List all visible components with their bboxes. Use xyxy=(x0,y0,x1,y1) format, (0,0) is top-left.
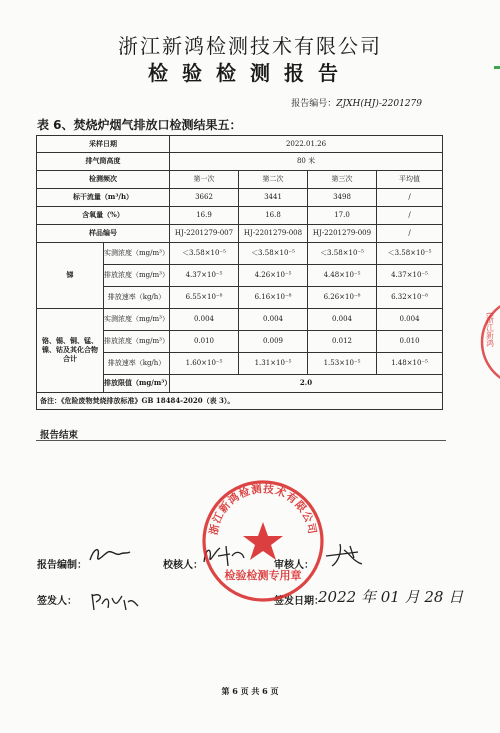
checked-by-label: 校核人： xyxy=(163,560,203,571)
stack-height-value: 80 米 xyxy=(170,153,443,171)
frequency-label: 检测频次 xyxy=(37,171,170,189)
table-note: 备注：《危险废物焚烧排放标准》GB 18484-2020（表 3）。 xyxy=(37,393,443,410)
table-cell: HJ-2201279-007 xyxy=(170,225,239,243)
run-header: 第三次 xyxy=(308,171,377,189)
run-header: 第二次 xyxy=(239,171,308,189)
table-cell: 6.55×10⁻⁸ xyxy=(170,287,239,309)
row-oxygen xyxy=(37,207,443,225)
table-cell: 3441 xyxy=(239,189,308,207)
table-cell: 1.48×10⁻⁵ xyxy=(377,353,443,375)
table-cell: 4.26×10⁻⁵ xyxy=(239,265,308,287)
row-std-flow xyxy=(37,189,443,207)
param-label: 排放速率（kg/h） xyxy=(104,287,170,309)
table-cell: 6.26×10⁻⁸ xyxy=(308,287,377,309)
table-cell: 0.010 xyxy=(377,331,443,353)
report-number xyxy=(291,96,422,109)
table-cell: 1.53×10⁻⁵ xyxy=(308,353,377,375)
side-stamp xyxy=(478,292,500,392)
stamp-label: 检验检测专用章 xyxy=(224,569,302,582)
param-label: 实测浓度（mg/m³） xyxy=(104,243,170,265)
row-frequency xyxy=(37,171,443,189)
run-header: 平均值 xyxy=(377,171,443,189)
table-cell: 0.004 xyxy=(170,309,239,331)
edge-mark xyxy=(494,66,500,69)
row-note xyxy=(37,393,443,410)
table-cell: 0.012 xyxy=(308,331,377,353)
metals-group-name xyxy=(37,309,104,393)
row-sampling-date xyxy=(37,136,443,153)
table-cell: 17.0 xyxy=(308,207,377,225)
compiled-by-label: 报告编制： xyxy=(37,560,87,571)
stamp-star-icon xyxy=(243,522,283,560)
reviewer-label: 审核人： xyxy=(274,560,314,571)
std-flow-label: 标干流量（m³/h） xyxy=(37,189,170,207)
table-cell: / xyxy=(377,207,443,225)
company-name: 浙江新鸿检测技术有限公司 xyxy=(118,34,382,58)
table-cell: HJ-2201279-009 xyxy=(308,225,377,243)
table-cell: / xyxy=(377,225,443,243)
sampling-date-label: 采样日期 xyxy=(37,136,170,153)
issue-date-handwritten: 2022 年 01 月 28 日 xyxy=(318,588,464,606)
run-header: 第一次 xyxy=(170,171,239,189)
row-sample-no xyxy=(37,225,443,243)
table-title: 表 6、焚烧炉烟气排放口检测结果五： xyxy=(37,118,242,132)
results-table xyxy=(36,135,443,410)
table-cell: ＜3.58×10⁻⁵ xyxy=(377,243,443,265)
metals-name-line: 合计 xyxy=(63,353,77,363)
table-cell: 16.9 xyxy=(170,207,239,225)
table-cell: 0.004 xyxy=(308,309,377,331)
table-cell: 4.48×10⁻⁵ xyxy=(308,265,377,287)
oxygen-label: 含氧量（%） xyxy=(37,207,170,225)
compiled-signature xyxy=(86,542,132,566)
table-cell: 0.004 xyxy=(377,309,443,331)
param-label: 实测浓度（mg/m³） xyxy=(104,309,170,331)
table-cell: 16.8 xyxy=(239,207,308,225)
param-label: 排放浓度（mg/m³） xyxy=(104,265,170,287)
table-cell: ＜3.58×10⁻⁵ xyxy=(239,243,308,265)
metals-name-line: 镍、钴及其化合物 xyxy=(42,345,98,355)
table-cell: 6.32×10⁻⁸ xyxy=(377,287,443,309)
signer-label: 签发人： xyxy=(37,596,77,607)
table-cell: / xyxy=(377,189,443,207)
table-cell: 0.009 xyxy=(239,331,308,353)
reviewer-signature xyxy=(322,540,366,568)
table-cell: 3662 xyxy=(170,189,239,207)
table-cell: 6.16×10⁻⁸ xyxy=(239,287,308,309)
sampling-date-value: 2022.01.26 xyxy=(170,136,443,153)
report-number-label: 报告编号： xyxy=(291,99,337,109)
table-cell: 4.37×10⁻⁵ xyxy=(377,265,443,287)
table-cell: 0.004 xyxy=(239,309,308,331)
table-cell: ＜3.58×10⁻⁵ xyxy=(308,243,377,265)
report-title: 检验检测报告 xyxy=(148,61,352,85)
limit-label: 排放限值（mg/m³） xyxy=(104,375,170,393)
issue-date-label: 签发日期： xyxy=(274,596,324,607)
page-footer: 第 6 页 共 6 页 xyxy=(221,686,279,696)
table-cell: 4.37×10⁻⁵ xyxy=(170,265,239,287)
table-cell: 1.31×10⁻⁵ xyxy=(239,353,308,375)
row-antimony-measured xyxy=(37,243,443,265)
stamp-company-arc: 浙江新鸿检测技术有限公司 xyxy=(207,483,319,536)
signer-signature xyxy=(88,588,140,614)
table-cell: 0.010 xyxy=(170,331,239,353)
metals-name-line: 铬、锡、铜、锰、 xyxy=(42,336,98,346)
report-end: 报告结束 xyxy=(40,430,79,441)
row-metals-measured xyxy=(37,309,443,331)
row-stack-height xyxy=(37,153,443,171)
divider xyxy=(36,440,446,441)
side-stamp-text: (浙江新鸿 xyxy=(485,312,495,348)
table-cell: 3498 xyxy=(308,189,377,207)
stack-height-label: 排气筒高度 xyxy=(37,153,170,171)
table-cell: HJ-2201279-008 xyxy=(239,225,308,243)
param-label: 排放速率（kg/h） xyxy=(104,353,170,375)
table-cell: 1.60×10⁻⁵ xyxy=(170,353,239,375)
antimony-name: 锑 xyxy=(37,243,104,309)
table-cell: ＜3.58×10⁻⁵ xyxy=(170,243,239,265)
report-number-value: ZJXH(HJ)-2201279 xyxy=(336,99,422,109)
official-stamp xyxy=(200,478,326,604)
sample-no-label: 样品编号 xyxy=(37,225,170,243)
limit-value: 2.0 xyxy=(170,375,443,393)
param-label: 排放浓度（mg/m³） xyxy=(104,331,170,353)
